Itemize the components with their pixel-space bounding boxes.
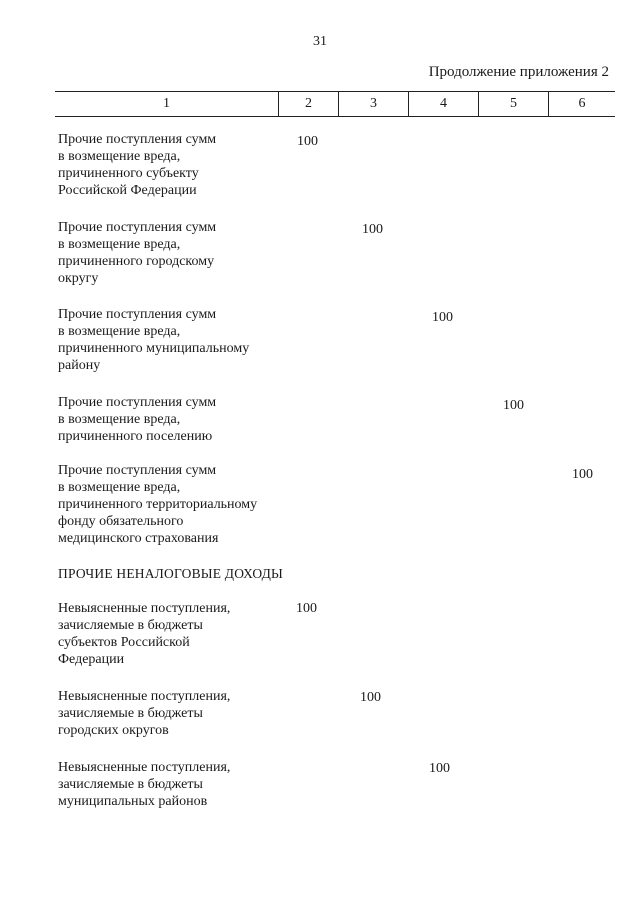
label-line: медицинского страхования xyxy=(58,531,219,546)
row-value: 100 xyxy=(572,467,593,482)
label-line: Невыясненные поступления, xyxy=(58,760,231,775)
label-line: Прочие поступления сумм xyxy=(58,395,217,410)
row-label xyxy=(58,759,283,810)
label-line: фонду обязательного xyxy=(58,514,184,529)
label-line: в возмещение вреда, xyxy=(58,412,181,427)
row-value: 100 xyxy=(503,398,524,413)
page-number: 31 xyxy=(313,34,327,49)
label-line: Российской Федерации xyxy=(58,183,197,198)
label-line: муниципальных районов xyxy=(58,794,208,809)
row-value: 100 xyxy=(429,761,450,776)
column-header-2: 2 xyxy=(278,92,338,116)
column-header-4: 4 xyxy=(408,92,478,116)
row-label xyxy=(58,462,283,547)
column-header-3: 3 xyxy=(338,92,408,116)
label-line: субъектов Российской xyxy=(58,635,190,650)
label-line: в возмещение вреда, xyxy=(58,324,181,339)
label-line: зачисляемые в бюджеты xyxy=(58,706,203,721)
label-line: Федерации xyxy=(58,652,125,667)
table-header xyxy=(55,91,615,117)
label-line: в возмещение вреда, xyxy=(58,149,181,164)
row-label xyxy=(58,394,283,445)
label-line: району xyxy=(58,358,101,373)
row-label xyxy=(58,688,283,739)
column-header-5: 5 xyxy=(478,92,548,116)
label-line: Прочие поступления сумм xyxy=(58,220,217,235)
label-line: Прочие поступления сумм xyxy=(58,132,217,147)
row-value: 100 xyxy=(296,601,317,616)
label-line: причиненного субъекту xyxy=(58,166,199,181)
row-label xyxy=(58,131,283,199)
section-heading: ПРОЧИЕ НЕНАЛОГОВЫЕ ДОХОДЫ xyxy=(58,566,284,581)
row-value: 100 xyxy=(432,310,453,325)
label-line: зачисляемые в бюджеты xyxy=(58,618,203,633)
label-line: причиненного городскому xyxy=(58,254,215,269)
label-line: в возмещение вреда, xyxy=(58,237,181,252)
column-header-6: 6 xyxy=(548,92,615,116)
row-value: 100 xyxy=(297,134,318,149)
label-line: Невыясненные поступления, xyxy=(58,689,231,704)
label-line: причиненного поселению xyxy=(58,429,213,444)
row-value: 100 xyxy=(360,690,381,705)
label-line: причиненного муниципальному xyxy=(58,341,250,356)
row-label xyxy=(58,306,283,374)
label-line: причиненного территориальному xyxy=(58,497,258,512)
label-line: округу xyxy=(58,271,99,286)
label-line: Прочие поступления сумм xyxy=(58,307,217,322)
column-header-1: 1 xyxy=(163,96,170,111)
label-line: городских округов xyxy=(58,723,169,738)
label-line: Невыясненные поступления, xyxy=(58,601,231,616)
label-line: зачисляемые в бюджеты xyxy=(58,777,203,792)
label-line: Прочие поступления сумм xyxy=(58,463,217,478)
continuation-note: Продолжение приложения 2 xyxy=(428,64,609,80)
row-value: 100 xyxy=(362,222,383,237)
label-line: в возмещение вреда, xyxy=(58,480,181,495)
row-label xyxy=(58,219,283,287)
row-label xyxy=(58,600,283,668)
